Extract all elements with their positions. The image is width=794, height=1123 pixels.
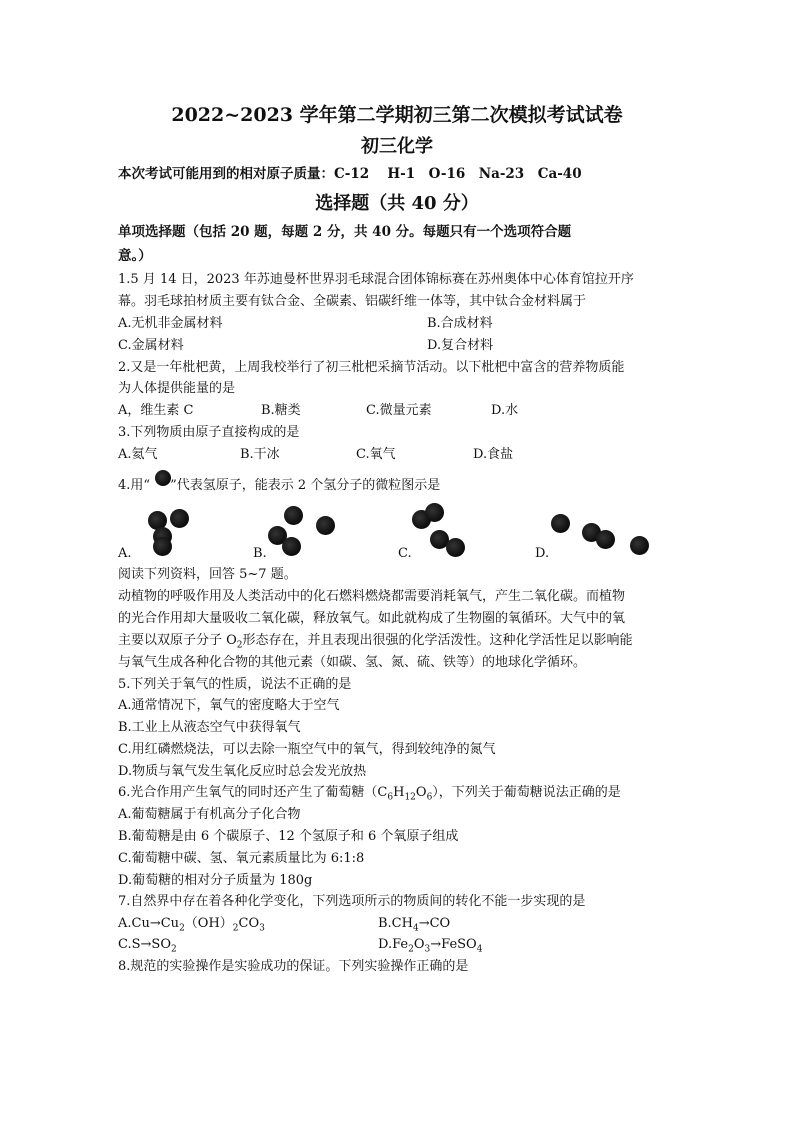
q4-b-atom-4 — [282, 537, 301, 556]
q6-option-c: C.葡萄糖中碳、氢、氧元素质量比为 6:1:8 — [118, 851, 365, 866]
q4-a-atom-2 — [170, 509, 189, 528]
q2-option-c: C.微量元素 — [366, 403, 432, 418]
reading-p4: 与氧气生成各种化合物的其他元素（如碳、氢、氮、硫、铁等）的地球化学循环。 — [118, 655, 587, 670]
q1-text-2: 幕。羽毛球拍材质主要有钛合金、全碳素、铝碳纤维一体等，其中钛合金材料属于 — [118, 294, 587, 309]
q4-d-atom-4 — [630, 536, 649, 555]
q7-option-d: $D.Fe_2O_3\to FeSO_4$ — [378, 937, 483, 955]
q4-text-after: ”代表氢原子，能表示 2 个氢分子的微粒图示是 — [170, 478, 441, 493]
q4-option-d: D. — [535, 546, 550, 561]
q3-text: 3.下列物质由原子直接构成的是 — [118, 425, 300, 440]
q8-text: 8.规范的实验操作是实验成功的保证。下列实验操作正确的是 — [118, 959, 469, 974]
q4-option-b: B. — [253, 546, 267, 561]
q6-option-a: A.葡萄糖属于有机高分子化合物 — [118, 807, 301, 822]
q5-option-a: A.通常情况下，氧气的密度略大于空气 — [118, 698, 340, 713]
reading-p1: 动植物的呼吸作用及人类活动中的化石燃料燃烧都需要消耗氧气，产生二氧化碳。而植物 — [118, 589, 626, 604]
q4-b-atom-3 — [316, 516, 335, 535]
q5-text: 5.下列关于氧气的性质，说法不正确的是 — [118, 677, 352, 692]
q3-option-d: D.食盐 — [473, 447, 514, 462]
q4-d-atom-3 — [596, 530, 615, 549]
exam-subject: 初三化学 — [361, 136, 433, 157]
q5-option-b: B.工业上从液态空气中获得氧气 — [118, 720, 301, 735]
section-instructions-2: 意。） — [118, 248, 152, 264]
q4-a-atom-4 — [153, 537, 172, 556]
reading-p3: 主要以双原子分子 $O_2$形态存在，并且表现出很强的化学活泼性。这种化学活性足以影响能 — [118, 633, 633, 651]
q7-option-a: $A.Cu\to Cu_2(OH)_2CO_3$ — [118, 916, 265, 934]
q7-option-c: $C.S\to SO_2$ — [118, 937, 177, 955]
q4-b-atom-2 — [284, 506, 303, 525]
q5-option-d: D.物质与氧气发生氧化反应时总会发光放热 — [118, 764, 367, 779]
q1-option-c: C.金属材料 — [118, 338, 184, 353]
q2-option-b: B.糖类 — [261, 403, 301, 418]
q6-option-d: D.葡萄糖的相对分子质量为 180g — [118, 873, 313, 888]
q4-option-c: C. — [398, 546, 412, 561]
q2-text-2: 为人体提供能量的是 — [118, 381, 236, 396]
q7-text: 7.自然界中存在着各种化学变化，下列选项所示的物质间的转化不能一步实现的是 — [118, 894, 586, 909]
q6-text: 6.光合作用产生氧气的同时还产生了葡萄糖$(C_6H_{12}O_6)$，下列关于葡萄糖说法正确的是 — [118, 785, 621, 803]
q3-option-b: B.干冰 — [240, 447, 280, 462]
q7-option-b: $B.CH_4\to CO$ — [378, 916, 451, 934]
reading-p2: 的光合作用却大量吸收二氧化碳，释放氧气。如此就构成了生物圈的氧循环。大气中的氧 — [118, 611, 626, 626]
q6-option-b: B.葡萄糖是由 6 个碳原子、12 个氢原子和 6 个氧原子组成 — [118, 829, 459, 844]
q5-option-c: C.用红磷燃烧法，可以去除一瓶空气中的氧气，得到较纯净的氮气 — [118, 742, 496, 757]
reading-intro: 阅读下列资料，回答 5~7 题。 — [118, 567, 297, 582]
q1-option-d: D.复合材料 — [427, 338, 494, 353]
q3-option-c: C.氧气 — [356, 447, 396, 462]
q1-option-a: A.无机非金属材料 — [118, 316, 223, 331]
section-instructions-1: 单项选择题（包括 20 题，每题 2 分，共 40 分。每题只有一个选项符合题 — [118, 224, 572, 240]
q1-option-b: B.合成材料 — [427, 316, 493, 331]
q3-option-a: A.氦气 — [118, 447, 158, 462]
q1-text-1: 1.5 月 14 日，2023 年苏迪曼杯世界羽毛球混合团体锦标赛在苏州奥体中心体育馆拉开序 — [118, 272, 634, 287]
q4-text-before: 4.用“ — [118, 478, 151, 493]
section-title: 选择题（共 40 分） — [315, 193, 479, 214]
q2-option-d: D.水 — [491, 403, 519, 418]
q4-c-atom-2 — [425, 503, 444, 522]
q2-option-a: A，维生素 C — [118, 403, 194, 418]
q4-option-a: A. — [118, 546, 132, 561]
q2-text-1: 2.又是一年枇杷黄，上周我校举行了初三枇杷采摘节活动。以下枇杷中富含的营养物质能 — [118, 360, 625, 375]
exam-title: 2022~2023 学年第二学期初三第二次模拟考试试卷 — [171, 104, 623, 126]
q4-c-atom-4 — [446, 538, 465, 557]
atomic-masses: 本次考试可能用到的相对原子质量：C-12 H-1 O-16 Na-23 Ca-40 — [118, 166, 582, 182]
q4-d-atom-1 — [551, 514, 570, 533]
hydrogen-atom-legend-icon — [155, 470, 171, 486]
